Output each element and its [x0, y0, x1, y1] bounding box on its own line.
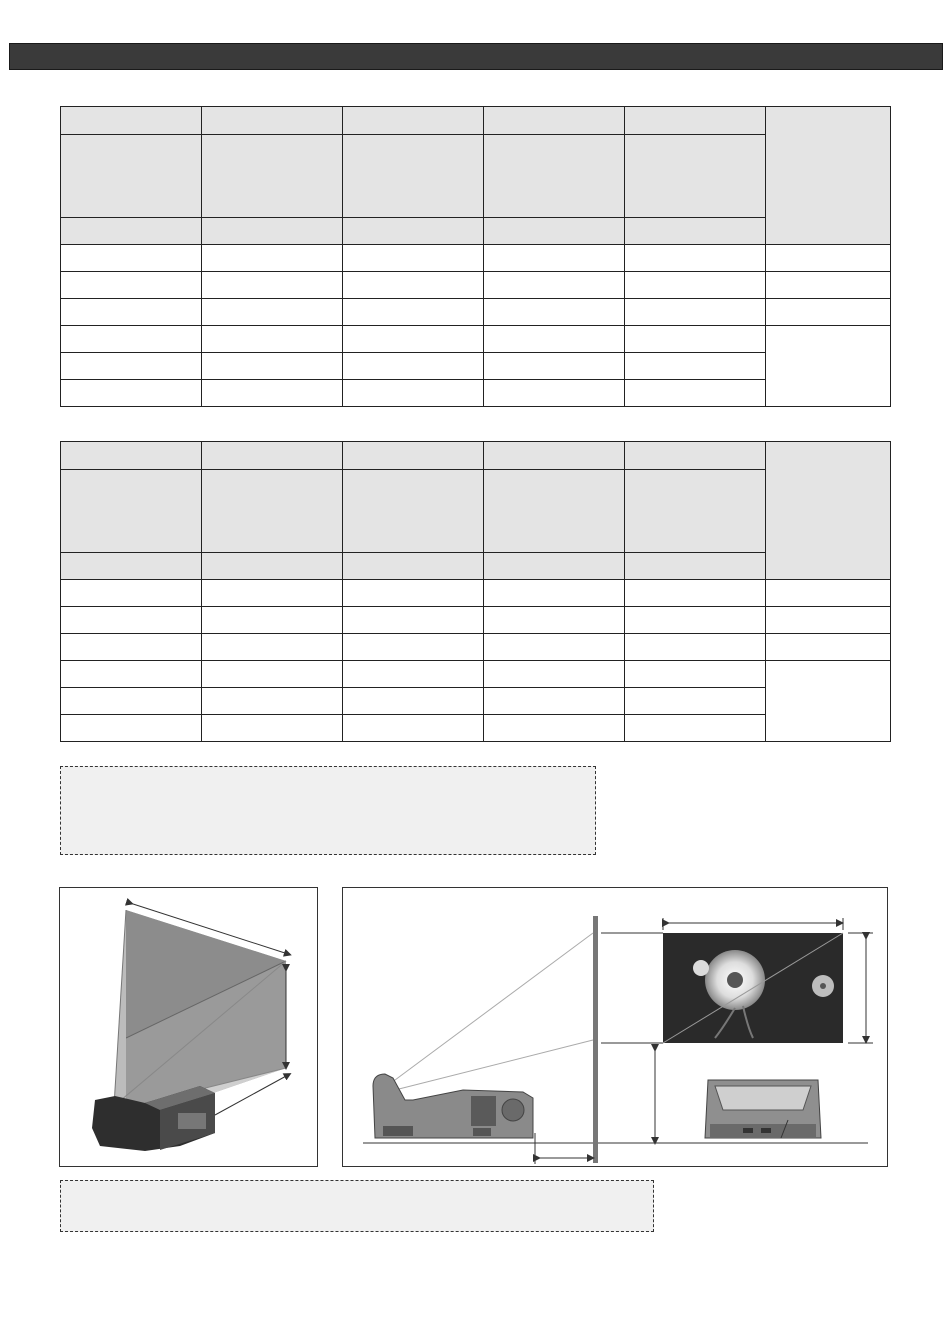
table-cell	[61, 299, 202, 326]
table-header-cell	[61, 442, 202, 470]
table-cell	[202, 661, 343, 688]
table-cell	[61, 245, 202, 272]
table-cell	[202, 634, 343, 661]
table-cell	[625, 688, 766, 715]
table-cell	[202, 380, 343, 407]
projection-cone-diagram	[59, 887, 318, 1167]
table-header-cell	[625, 107, 766, 135]
table-cell	[484, 326, 625, 353]
table-cell	[625, 580, 766, 607]
table-row	[61, 272, 891, 299]
table-cell	[484, 380, 625, 407]
table-cell	[484, 634, 625, 661]
table-cell	[484, 299, 625, 326]
table-subheader-cell	[343, 218, 484, 245]
table-cell	[343, 634, 484, 661]
table-subheader-cell	[202, 218, 343, 245]
table-cell	[343, 299, 484, 326]
table-cell	[484, 607, 625, 634]
table-row	[61, 580, 891, 607]
table-cell	[484, 353, 625, 380]
table-cell	[625, 661, 766, 688]
table-cell	[61, 688, 202, 715]
table-cell	[343, 688, 484, 715]
table-cell	[343, 353, 484, 380]
table-header-cell	[61, 135, 202, 218]
table-cell	[343, 661, 484, 688]
table-row	[61, 299, 891, 326]
table-cell	[61, 634, 202, 661]
table-subheader-cell	[484, 218, 625, 245]
table-header-cell	[484, 442, 625, 470]
table-cell	[202, 607, 343, 634]
table-header-cell	[202, 470, 343, 553]
table-cell	[484, 688, 625, 715]
table-header-cell	[625, 135, 766, 218]
table-row	[61, 661, 891, 688]
table-cell	[202, 353, 343, 380]
table-cell	[766, 607, 891, 634]
side-view-installation-illustration	[343, 888, 889, 1168]
note-box	[60, 766, 596, 855]
table-cell	[202, 715, 343, 742]
side-view-installation-diagram	[342, 887, 888, 1167]
table-header-cell	[343, 470, 484, 553]
table-cell	[343, 607, 484, 634]
table-subheader-cell	[202, 553, 343, 580]
table-subheader-cell	[343, 553, 484, 580]
table-cell	[61, 353, 202, 380]
table-merged-cell	[766, 326, 891, 407]
section-header-bar	[9, 43, 943, 70]
table-cell	[343, 326, 484, 353]
table-cell	[343, 715, 484, 742]
table-header-cell	[484, 470, 625, 553]
table-subheader-cell	[625, 553, 766, 580]
table-subheader-cell	[484, 553, 625, 580]
table-row	[61, 326, 891, 353]
projection-cone-illustration	[60, 888, 319, 1168]
table-row	[61, 245, 891, 272]
table-header-cell	[61, 107, 202, 135]
table-cell	[61, 607, 202, 634]
table-header-cell	[343, 107, 484, 135]
table-cell	[484, 272, 625, 299]
table-cell	[625, 299, 766, 326]
table-cell	[625, 272, 766, 299]
table-header-cell	[625, 470, 766, 553]
table-cell	[625, 353, 766, 380]
table-cell	[625, 715, 766, 742]
table-cell	[625, 326, 766, 353]
table-subheader-cell	[61, 553, 202, 580]
table-cell	[625, 607, 766, 634]
table-cell	[484, 580, 625, 607]
table-header-cell	[625, 442, 766, 470]
table-header-merged-cell	[766, 107, 891, 245]
table-header-cell	[484, 107, 625, 135]
table-row	[61, 607, 891, 634]
table-cell	[484, 715, 625, 742]
table-cell	[766, 245, 891, 272]
throw-distance-table-1	[60, 106, 891, 407]
table-cell	[343, 580, 484, 607]
table-cell	[766, 580, 891, 607]
table-cell	[61, 715, 202, 742]
table-cell	[766, 299, 891, 326]
table-header-cell	[202, 135, 343, 218]
table-cell	[202, 688, 343, 715]
table-header-cell	[61, 470, 202, 553]
table-header-merged-cell	[766, 442, 891, 580]
table-cell	[484, 245, 625, 272]
table-cell	[61, 661, 202, 688]
table-cell	[484, 661, 625, 688]
table-header-cell	[484, 135, 625, 218]
table-header-cell	[343, 135, 484, 218]
table-cell	[61, 272, 202, 299]
table-cell	[202, 326, 343, 353]
table-header-cell	[343, 442, 484, 470]
note-box	[60, 1180, 654, 1232]
table-cell	[61, 580, 202, 607]
table-cell	[343, 272, 484, 299]
table-cell	[343, 380, 484, 407]
table-cell	[625, 634, 766, 661]
table-merged-cell	[766, 661, 891, 742]
table-cell	[61, 326, 202, 353]
table-cell	[625, 245, 766, 272]
table-cell	[61, 380, 202, 407]
table-cell	[343, 245, 484, 272]
table-header-cell	[202, 107, 343, 135]
table-cell	[202, 272, 343, 299]
table-subheader-cell	[61, 218, 202, 245]
table-cell	[202, 245, 343, 272]
table-cell	[625, 380, 766, 407]
throw-distance-table-2	[60, 441, 891, 742]
table-header-cell	[202, 442, 343, 470]
table-cell	[202, 580, 343, 607]
table-subheader-cell	[625, 218, 766, 245]
table-row	[61, 634, 891, 661]
table-cell	[766, 272, 891, 299]
table-cell	[202, 299, 343, 326]
table-cell	[766, 634, 891, 661]
